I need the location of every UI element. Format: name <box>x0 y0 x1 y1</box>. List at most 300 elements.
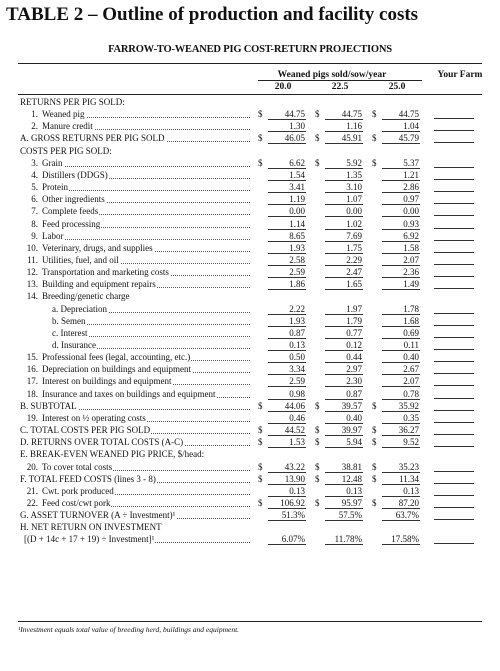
cell-value: 0.50 <box>289 352 305 363</box>
row-label <box>42 157 250 169</box>
table-row <box>18 108 488 120</box>
cell-value: 36.27 <box>398 425 419 436</box>
cell-value: 6.07% <box>281 534 305 545</box>
your-farm-blank[interactable] <box>434 471 474 472</box>
row-label-text: b. Semen <box>52 315 86 326</box>
row-number: 8. <box>31 218 38 229</box>
table-row <box>18 339 488 351</box>
your-farm-blank[interactable] <box>434 373 474 374</box>
row-number: 14. <box>26 291 38 302</box>
table-row <box>18 436 488 448</box>
cell-value: 0.40 <box>346 412 362 423</box>
cell-value: 39.97 <box>341 425 362 436</box>
row-label-text: Cwt. pork produced <box>42 485 114 496</box>
row-label-text: Interest on ½ operating costs <box>42 412 146 423</box>
your-farm-blank[interactable] <box>434 179 474 180</box>
row-label-text: H. NET RETURN ON INVESTMENT <box>20 522 162 533</box>
cell-value: 0.00 <box>289 206 305 217</box>
cell-value: 2.59 <box>289 376 305 387</box>
table-row <box>18 412 488 424</box>
table-row <box>18 533 488 545</box>
your-farm-blank[interactable] <box>434 398 474 399</box>
cell-value: 1.75 <box>346 242 362 253</box>
cell-value: 106.92 <box>280 497 305 508</box>
row-label-text: [(D + 14c + 17 + 19) ÷ Investment]¹ <box>24 534 155 545</box>
your-farm-blank[interactable] <box>434 543 474 544</box>
table-row <box>18 132 488 144</box>
dot-leader <box>42 189 250 191</box>
cell-value: 44.52 <box>284 425 305 436</box>
your-farm-blank[interactable] <box>434 167 474 168</box>
table-row <box>18 169 488 181</box>
dollar-sign: $ <box>372 425 377 436</box>
cell-value: 0.40 <box>403 352 419 363</box>
cell-value: 39.57 <box>341 400 362 411</box>
cell-value: 51.3% <box>281 510 305 521</box>
row-label <box>20 448 250 460</box>
your-farm-blank[interactable] <box>434 349 474 350</box>
cell-value: 1.68 <box>403 315 419 326</box>
row-label <box>20 436 250 448</box>
cell-value: 0.00 <box>403 206 419 217</box>
row-number: 7. <box>31 206 38 217</box>
cell-value: 38.81 <box>341 461 362 472</box>
table-row <box>18 157 488 169</box>
dollar-sign: $ <box>315 133 320 144</box>
row-number: 15. <box>26 352 38 363</box>
your-farm-blank[interactable] <box>434 130 474 131</box>
cell-value: 2.47 <box>346 267 362 278</box>
cell-value: 1.02 <box>346 218 362 229</box>
your-farm-blank[interactable] <box>434 434 474 435</box>
cell-value: 63.7% <box>395 510 419 521</box>
cell-value: 0.44 <box>346 352 362 363</box>
row-label-text: Interest on buildings and equipment <box>42 376 172 387</box>
table-row <box>18 254 488 266</box>
table-row <box>18 193 488 205</box>
row-label-text: B. SUBTOTAL <box>20 400 77 411</box>
row-label <box>42 412 250 424</box>
row-number: 21. <box>26 485 38 496</box>
table-row <box>18 363 488 375</box>
cell-value: 2.29 <box>346 254 362 265</box>
dollar-sign: $ <box>258 133 263 144</box>
cell-value: 2.59 <box>289 267 305 278</box>
table-row <box>18 388 488 400</box>
table-subtitle: FARROW-TO-WEANED PIG COST-RETURN PROJECTIONS <box>108 44 392 55</box>
row-label-text: d. Insurance <box>52 340 96 350</box>
row-label <box>20 509 250 521</box>
cell-value: 1.86 <box>289 279 305 290</box>
row-label-text: Other ingredients <box>42 194 105 205</box>
cell-value: 1.93 <box>289 315 305 326</box>
cell-value: 2.07 <box>403 376 419 387</box>
row-label-text: Feed processing <box>42 218 101 229</box>
dollar-sign: $ <box>258 473 263 484</box>
cell-value: 1.35 <box>346 169 362 180</box>
row-label-text: Breeding/genetic charge <box>42 291 130 302</box>
your-farm-blank[interactable] <box>434 118 474 119</box>
header-rule <box>18 63 482 64</box>
dollar-sign: $ <box>315 473 320 484</box>
cell-value: 0.69 <box>403 327 419 338</box>
row-label-text: A. GROSS RETURNS PER PIG SOLD <box>20 133 165 144</box>
table-row <box>18 303 488 315</box>
cell-value: 17.58% <box>391 534 419 545</box>
row-label-text: G. ASSET TURNOVER (A ÷ Investment)¹ <box>20 510 176 521</box>
dollar-sign: $ <box>372 133 377 144</box>
dollar-sign: $ <box>258 400 263 411</box>
cell-value: 1.97 <box>346 303 362 314</box>
table-row <box>18 521 488 533</box>
cell-underline <box>325 544 363 545</box>
cell-value: 44.75 <box>284 109 305 120</box>
row-label <box>42 218 250 230</box>
cell-value: 1.65 <box>346 279 362 290</box>
row-label <box>42 388 250 400</box>
row-label-text: Veterinary, drugs, and supplies <box>42 242 153 253</box>
cell-value: 0.13 <box>289 485 305 496</box>
cell-value: 0.87 <box>289 327 305 338</box>
dollar-sign: $ <box>372 497 377 508</box>
cell-value: 0.13 <box>289 340 305 350</box>
table-row <box>18 145 488 157</box>
cell-value: 0.00 <box>346 206 362 217</box>
row-label-text: Distillers (DDGS) <box>42 169 108 180</box>
row-label-text: Professional fees (legal, accounting, etc.) <box>42 352 191 363</box>
cell-value: 1.93 <box>289 242 305 253</box>
cell-underline <box>382 544 420 545</box>
your-farm-blank[interactable] <box>434 385 474 386</box>
row-number: 18. <box>26 388 38 399</box>
cell-value: 6.62 <box>289 157 305 168</box>
row-label-text: Building and equipment repairs <box>42 279 156 290</box>
cell-value: 9.52 <box>403 437 419 448</box>
row-number: 5. <box>31 182 38 193</box>
row-label-text: Manure credit <box>42 121 93 132</box>
cell-value: 1.04 <box>403 121 419 132</box>
row-label <box>20 521 250 533</box>
cell-value: 0.13 <box>403 485 419 496</box>
row-label <box>20 400 250 412</box>
cell-value: 1.07 <box>346 194 362 205</box>
dollar-sign: $ <box>315 461 320 472</box>
cell-value: 87.20 <box>398 497 419 508</box>
row-label <box>42 108 250 120</box>
cell-value: 0.13 <box>346 485 362 496</box>
your-farm-blank[interactable] <box>434 191 474 192</box>
your-farm-blank[interactable] <box>434 483 474 484</box>
your-farm-blank[interactable] <box>434 313 474 314</box>
table-row <box>18 120 488 132</box>
table-row <box>18 230 488 242</box>
column-header-20: 20.0 <box>274 82 292 92</box>
dollar-sign: $ <box>258 437 263 448</box>
cell-value: 7.69 <box>346 230 362 241</box>
cell-value: 1.30 <box>289 121 305 132</box>
cell-value: 46.05 <box>284 133 305 144</box>
column-group-header: Weaned pigs sold/sow/year <box>277 70 387 80</box>
dollar-sign: $ <box>258 497 263 508</box>
table-row <box>18 278 488 290</box>
table-row <box>18 375 488 387</box>
your-farm-header: Your Farm <box>437 70 483 80</box>
row-number: 6. <box>31 194 38 205</box>
cell-value: 44.06 <box>284 400 305 411</box>
table-row <box>18 96 488 108</box>
cell-value: 1.58 <box>403 242 419 253</box>
table-top-rule <box>18 94 482 95</box>
row-number: 11. <box>27 254 38 265</box>
your-farm-blank[interactable] <box>434 252 474 253</box>
cell-value: 2.36 <box>403 267 419 278</box>
cell-value: 0.98 <box>289 388 305 399</box>
row-number: 16. <box>26 364 38 375</box>
cell-value: 2.67 <box>403 364 419 375</box>
row-label <box>42 375 250 387</box>
table-row <box>18 485 488 497</box>
table-row <box>18 351 488 363</box>
dollar-sign: $ <box>315 109 320 120</box>
cell-value: 0.35 <box>403 412 419 423</box>
cell-value: 11.34 <box>399 473 419 484</box>
cell-value: 44.75 <box>398 109 419 120</box>
dot-leader <box>42 238 250 240</box>
cell-value: 2.22 <box>289 303 305 314</box>
dollar-sign: $ <box>258 461 263 472</box>
row-label <box>20 145 250 157</box>
row-label-text: Depreciation on buildings and equipment <box>42 364 191 375</box>
row-label-text: Utilities, fuel, and oil <box>42 254 119 265</box>
cell-value: 3.10 <box>346 182 362 193</box>
row-number: 13. <box>26 279 38 290</box>
cell-value: 1.53 <box>289 437 305 448</box>
dollar-sign: $ <box>372 157 377 168</box>
table-row <box>18 497 488 509</box>
table-row <box>18 205 488 217</box>
your-farm-blank[interactable] <box>434 142 474 143</box>
table-row <box>18 315 488 327</box>
row-label <box>20 424 250 436</box>
cell-value: 0.46 <box>289 412 305 423</box>
dollar-sign: $ <box>372 461 377 472</box>
row-label-text: E. BREAK-EVEN WEANED PIG PRICE, $/head: <box>20 449 205 460</box>
row-label <box>42 254 250 266</box>
row-label <box>20 473 250 485</box>
row-label <box>20 132 250 144</box>
row-label <box>24 533 250 545</box>
dot-leader <box>42 165 250 167</box>
row-number: 12. <box>26 267 38 278</box>
table-row <box>18 461 488 473</box>
row-label <box>42 278 250 290</box>
row-label-text: Grain <box>42 157 63 168</box>
your-farm-blank[interactable] <box>434 228 474 229</box>
row-label <box>52 303 250 315</box>
footnote: ¹Investment equals total value of breeding herd, buildings and equipment. <box>18 625 240 634</box>
table-row <box>18 218 488 230</box>
cell-value: 13.90 <box>284 473 305 484</box>
row-label <box>42 485 250 497</box>
cell-value: 6.92 <box>403 230 419 241</box>
cell-value: 1.49 <box>403 279 419 290</box>
your-farm-blank[interactable] <box>434 288 474 289</box>
cell-value: 12.48 <box>341 473 362 484</box>
row-label <box>52 315 250 327</box>
row-label-text: RETURNS PER PIG SOLD: <box>20 97 125 107</box>
dollar-sign: $ <box>315 157 320 168</box>
cell-value: 1.14 <box>289 218 305 229</box>
row-label <box>20 96 250 108</box>
your-farm-blank[interactable] <box>434 325 474 326</box>
row-number: 10. <box>26 242 38 253</box>
table-row <box>18 509 488 521</box>
cell-value: 8.65 <box>289 230 305 241</box>
cell-value: 2.58 <box>289 254 305 265</box>
table-row <box>18 448 488 460</box>
your-farm-blank[interactable] <box>434 276 474 277</box>
row-label <box>52 339 250 351</box>
your-farm-blank[interactable] <box>434 422 474 423</box>
cell-value: 45.91 <box>341 133 362 144</box>
row-label-text: Transportation and marketing costs <box>42 267 169 278</box>
cell-value: 57.5% <box>338 510 362 521</box>
dollar-sign: $ <box>258 109 263 120</box>
column-group-rule <box>258 80 422 81</box>
cell-value: 0.12 <box>346 340 362 350</box>
row-label-text: D. RETURNS OVER TOTAL COSTS (A-C) <box>20 437 184 448</box>
your-farm-blank[interactable] <box>434 410 474 411</box>
cell-value: 45.79 <box>398 133 419 144</box>
row-number: 17. <box>26 376 38 387</box>
cell-value: 3.41 <box>289 182 305 193</box>
cell-value: 5.92 <box>346 157 362 168</box>
row-label <box>42 230 250 242</box>
row-label-text: COSTS PER PIG SOLD: <box>20 145 112 156</box>
table-bottom-rule <box>18 621 482 622</box>
row-label <box>42 363 250 375</box>
cell-value: 1.78 <box>403 303 419 314</box>
dollar-sign: $ <box>372 437 377 448</box>
table-row <box>18 290 488 302</box>
your-farm-blank[interactable] <box>434 240 474 241</box>
your-farm-blank[interactable] <box>434 446 474 447</box>
cell-value: 1.79 <box>346 315 362 326</box>
table-row <box>18 424 488 436</box>
row-label <box>42 120 250 132</box>
row-label <box>42 290 250 302</box>
cell-value: 0.87 <box>346 388 362 399</box>
cell-value: 0.11 <box>403 340 419 350</box>
table-row <box>18 327 488 339</box>
row-label <box>42 497 250 509</box>
row-label <box>42 193 250 205</box>
cell-value: 44.75 <box>341 109 362 120</box>
cell-value: 5.37 <box>403 157 419 168</box>
row-label-text: a. Depreciation <box>52 303 107 314</box>
your-farm-blank[interactable] <box>434 203 474 204</box>
cell-value: 95.97 <box>341 497 362 508</box>
row-label-text: Complete feeds <box>42 206 99 217</box>
row-label-text: Insurance and taxes on buildings and equipment <box>42 388 216 399</box>
cell-value: 0.77 <box>346 327 362 338</box>
cell-value: 1.54 <box>289 169 305 180</box>
cell-value: 1.19 <box>289 194 305 205</box>
cell-value: 2.97 <box>346 364 362 375</box>
row-label-text: To cover total costs <box>42 461 113 472</box>
row-label-text: Feed cost/cwt pork <box>42 497 111 508</box>
dollar-sign: $ <box>315 437 320 448</box>
column-header-22-5: 22.5 <box>331 82 349 92</box>
row-label-text: c. Interest <box>52 327 88 338</box>
your-farm-blank[interactable] <box>434 507 474 508</box>
your-farm-blank[interactable] <box>434 495 474 496</box>
cell-value: 2.30 <box>346 376 362 387</box>
dollar-sign: $ <box>258 425 263 436</box>
cell-value: 0.93 <box>403 218 419 229</box>
your-farm-blank[interactable] <box>434 519 474 520</box>
cell-value: 0.97 <box>403 194 419 205</box>
dollar-sign: $ <box>258 157 263 168</box>
row-number: 2. <box>31 121 38 132</box>
your-farm-blank[interactable] <box>434 337 474 338</box>
dollar-sign: $ <box>315 425 320 436</box>
your-farm-blank[interactable] <box>434 215 474 216</box>
cell-value: 3.34 <box>289 364 305 375</box>
cell-value: 0.78 <box>403 388 419 399</box>
cell-value: 5.94 <box>346 437 362 448</box>
cell-value: 11.78% <box>334 534 362 545</box>
row-label-text: Protein <box>42 182 68 193</box>
table-row <box>18 473 488 485</box>
cell-value: 35.23 <box>398 461 419 472</box>
table-row <box>18 266 488 278</box>
row-label <box>42 266 250 278</box>
row-label <box>42 242 250 254</box>
cell-value: 2.07 <box>403 254 419 265</box>
row-number: 9. <box>31 230 38 241</box>
row-label-text: F. TOTAL FEED COSTS (lines 3 - 8) <box>20 473 156 484</box>
row-label <box>42 351 250 363</box>
dollar-sign: $ <box>315 400 320 411</box>
row-number: 22. <box>26 497 38 508</box>
cell-value: 35.92 <box>398 400 419 411</box>
cell-value: 1.21 <box>403 169 419 180</box>
cell-value: 43.22 <box>284 461 305 472</box>
cell-value: 1.16 <box>346 121 362 132</box>
cell-underline <box>268 544 306 545</box>
row-label <box>42 169 250 181</box>
row-number: 1. <box>31 109 38 120</box>
table-row <box>18 242 488 254</box>
row-label-text: C. TOTAL COSTS PER PIG SOLD <box>20 425 151 436</box>
table-row <box>18 181 488 193</box>
dollar-sign: $ <box>372 400 377 411</box>
table-title: TABLE 2 – Outline of production and facility costs <box>6 4 419 25</box>
your-farm-blank[interactable] <box>434 361 474 362</box>
dollar-sign: $ <box>315 497 320 508</box>
row-number: 20. <box>26 461 38 472</box>
your-farm-blank[interactable] <box>434 264 474 265</box>
row-number: 3. <box>31 157 38 168</box>
row-number: 4. <box>31 169 38 180</box>
row-label <box>52 327 250 339</box>
row-label <box>42 205 250 217</box>
row-label <box>42 461 250 473</box>
column-header-25: 25.0 <box>388 82 406 92</box>
row-number: 19. <box>26 412 38 423</box>
row-label-text: Weaned pig <box>42 109 85 120</box>
